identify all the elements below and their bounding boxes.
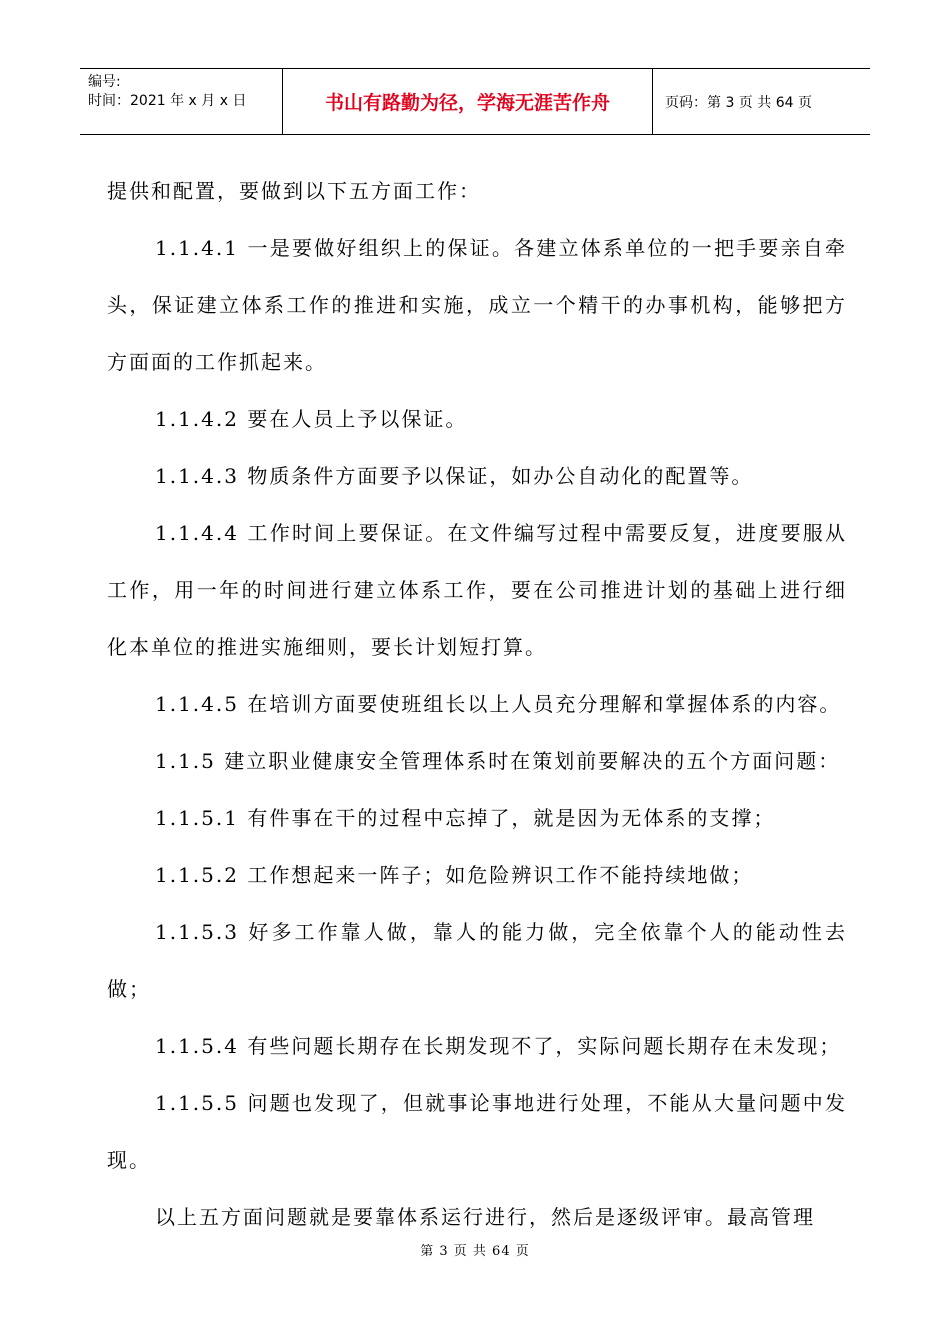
- header-motto: 书山有路勤为径，学海无涯苦作舟: [324, 92, 610, 114]
- header-page-cell: [653, 69, 870, 134]
- body-paragraph: 1.1.5.4 有些问题长期存在长期发现不了，实际问题长期存在未发现；: [155, 1034, 842, 1058]
- header-motto-cell: [283, 69, 653, 134]
- body-paragraph: 1.1.5.1 有件事在干的过程中忘掉了，就是因为无体系的支撑；: [155, 806, 776, 830]
- body-paragraph: 以上五方面问题就是要靠体系运行进行，然后是逐级评审。最高管理: [155, 1205, 815, 1229]
- body-paragraph: 提供和配置，要做到以下五方面工作：: [107, 179, 481, 203]
- body-paragraph: 1.1.4.1 一是要做好组织上的保证。各建立体系单位的一把手要亲自牵头，保证建立体系工作的推进和实施，成立一个精干的办事机构，能够把方方面面的工作抓起来。: [107, 236, 847, 374]
- body-paragraph: 1.1.4.5 在培训方面要使班组长以上人员充分理解和掌握体系的内容。: [155, 692, 842, 716]
- body-paragraph: 1.1.4.4 工作时间上要保证。在文件编写过程中需要反复，进度要服从工作，用一年的时间进行建立体系工作，要在公司推进计划的基础上进行细化本单位的推进实施细则，要长计划短打算。: [107, 521, 847, 659]
- body-paragraph: 1.1.5 建立职业健康安全管理体系时在策划前要解决的五个方面问题：: [155, 749, 841, 773]
- document-body: [107, 163, 847, 1246]
- body-paragraph: 1.1.5.2 工作想起来一阵子；如危险辨识工作不能持续地做；: [155, 863, 754, 887]
- document-date: 时间：2021 年 x 月 x 日: [88, 93, 247, 109]
- body-paragraph: 1.1.5.3 好多工作靠人做，靠人的能力做，完全依靠个人的能动性去做；: [107, 920, 847, 1001]
- footer-page-number: 第 3 页 共 64 页: [420, 1244, 530, 1259]
- document-number-label: 编号:: [88, 74, 121, 90]
- header-page-info: 页码：第 3 页 共 64 页: [665, 94, 812, 111]
- body-paragraph: 1.1.5.5 问题也发现了，但就事论事地进行处理，不能从大量问题中发现。: [107, 1091, 847, 1172]
- header-meta-cell: [80, 69, 283, 134]
- document-header: [80, 68, 870, 135]
- body-paragraph: 1.1.4.2 要在人员上予以保证。: [155, 407, 468, 431]
- body-paragraph: 1.1.4.3 物质条件方面要予以保证，如办公自动化的配置等。: [155, 464, 754, 488]
- page-footer: [0, 1240, 950, 1259]
